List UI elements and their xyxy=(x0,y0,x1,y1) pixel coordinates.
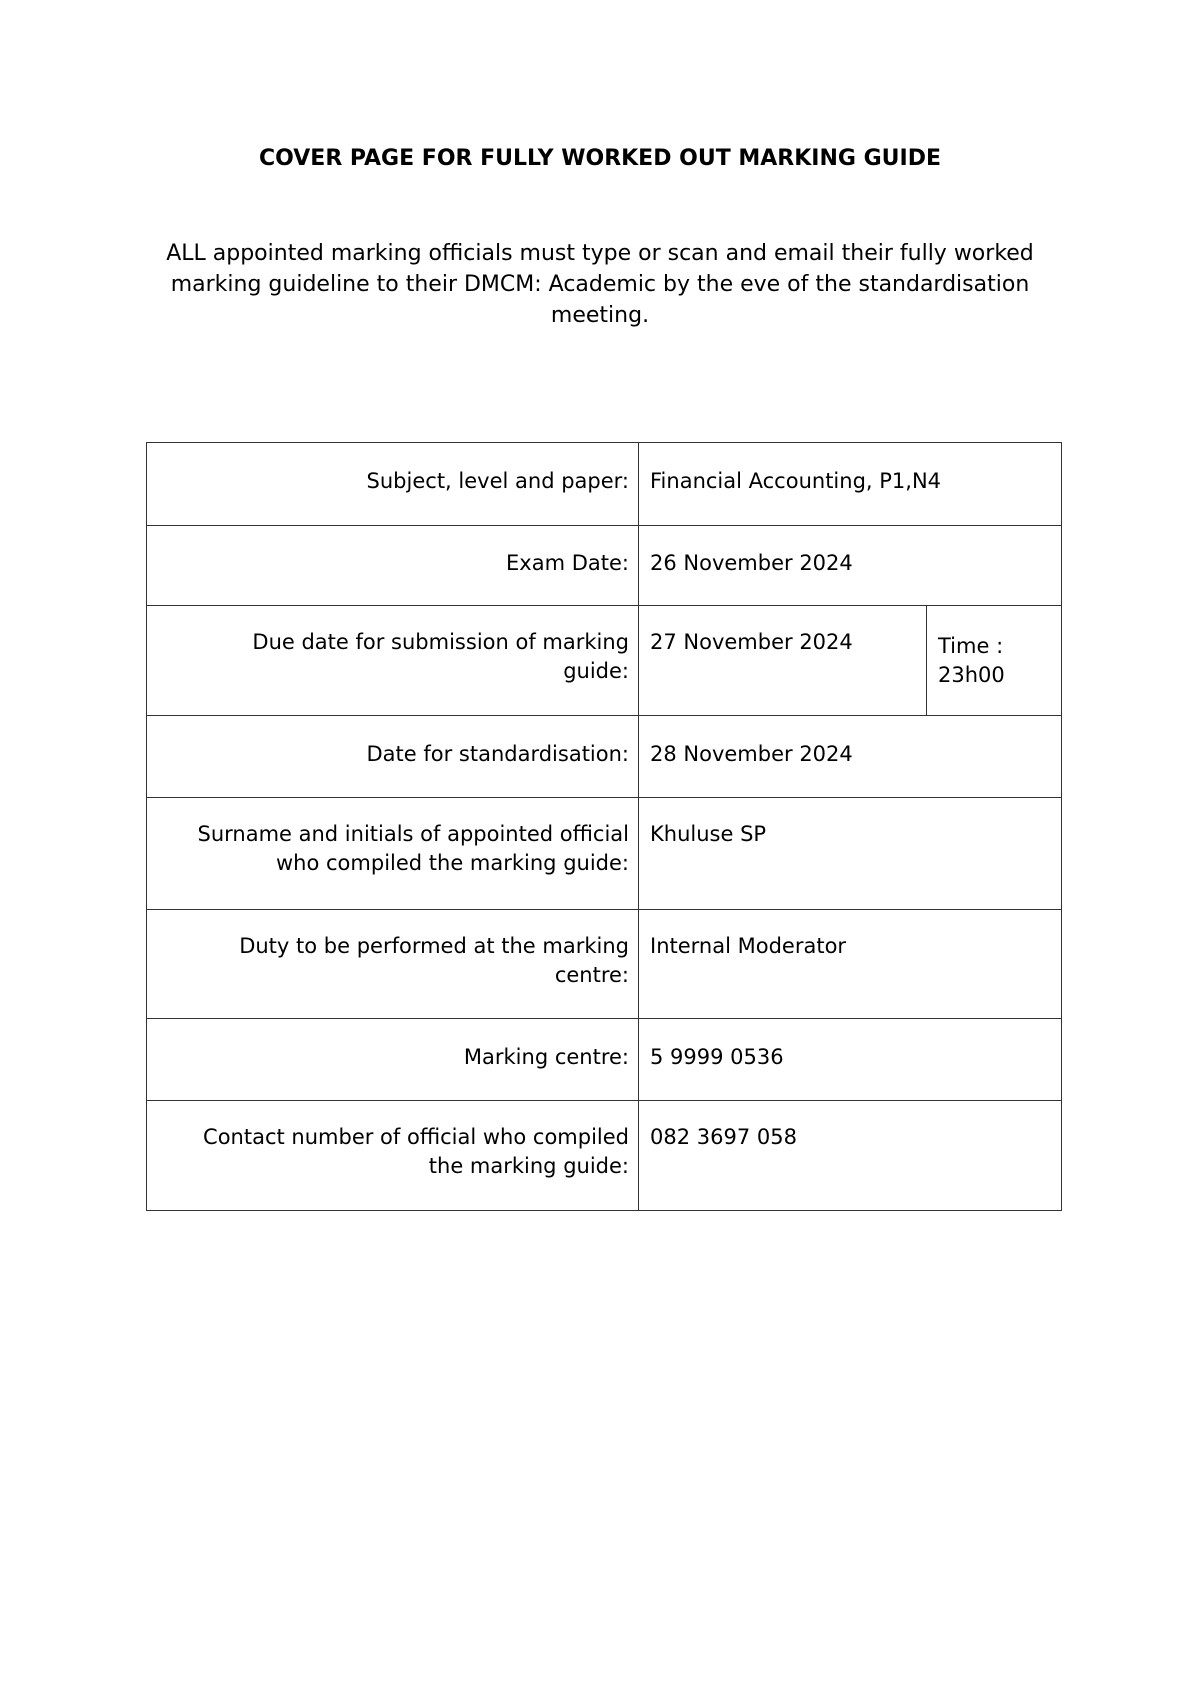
cover-info-table xyxy=(146,442,1062,1211)
table-row xyxy=(147,1019,1062,1101)
field-label: Marking centre: xyxy=(147,1019,639,1101)
field-label: Surname and initials of appointed official who compiled the marking guide: xyxy=(147,798,639,910)
table-row xyxy=(147,798,1062,910)
field-label: Contact number of official who compiled the marking guide: xyxy=(147,1101,639,1211)
field-value: 26 November 2024 xyxy=(639,526,1062,606)
table-row xyxy=(147,716,1062,798)
page-title: COVER PAGE FOR FULLY WORKED OUT MARKING GUIDE xyxy=(259,146,941,171)
field-value: 27 November 2024 xyxy=(639,606,927,716)
field-value: Internal Moderator xyxy=(639,910,1062,1019)
instructions: ALL appointed marking officials must type or scan and email their fully worked marking guideline to their DMCM: Academic by the eve of the standardisation meeting. xyxy=(166,241,1034,328)
field-label: Subject, level and paper: xyxy=(147,443,639,526)
field-value: 082 3697 058 xyxy=(639,1101,1062,1211)
table-row xyxy=(147,526,1062,606)
table-row xyxy=(147,606,1062,716)
field-value: Financial Accounting, P1,N4 xyxy=(639,443,1062,526)
field-value: Khuluse SP xyxy=(639,798,1062,910)
table-row xyxy=(147,443,1062,526)
table-row xyxy=(147,910,1062,1019)
field-label: Due date for submission of marking guide: xyxy=(147,606,639,716)
field-label: Exam Date: xyxy=(147,526,639,606)
field-value: 5 9999 0536 xyxy=(639,1019,1062,1101)
field-value: 28 November 2024 xyxy=(639,716,1062,798)
table-row xyxy=(147,1101,1062,1211)
field-label: Duty to be performed at the marking centre: xyxy=(147,910,639,1019)
time-value: Time : 23h00 xyxy=(927,606,1062,716)
field-label: Date for standardisation: xyxy=(147,716,639,798)
